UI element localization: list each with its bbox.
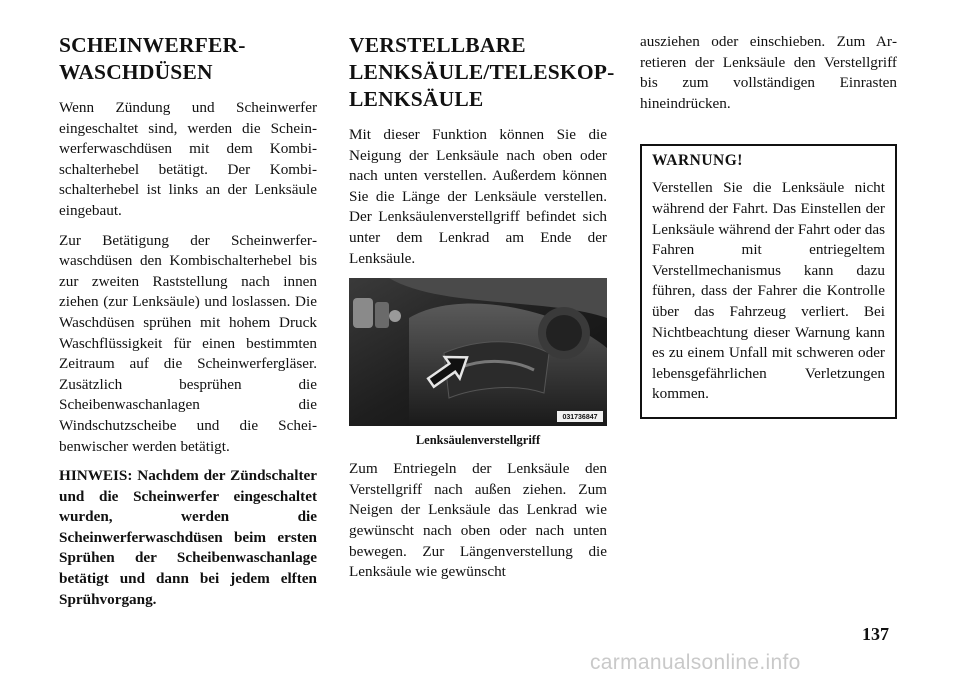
headlight-washer-heading: SCHEINWERFER- WASCHDÜSEN [59,33,246,84]
headlight-washer-note: HINWEIS: Nachdem der Zündschalter und die Scheinwerfer eingeschaltet wurden, werden die Scheinwerferwaschdüsen beim ersten Sprühen der Scheibenwaschanlage betätigt und dann bei jedem elften Sprühvorgang. [59,467,317,608]
steering-column-heading: VERSTELLBARE LENKSÄULE/TELESKOP- LENKSÄULE [349,33,615,111]
warning-title: WARNUNG! [652,152,743,170]
steering-column-paragraph-continued: ausziehen oder einschieben. Zum Arretieren der Lenksäule den Verstellgriff bis zum vollständigen Einrasten hineindrücken. [640,33,897,112]
figure-code: 031736847 [562,414,598,422]
steering-column-paragraph-2: Zum Entriegeln der Lenksäule den Verstellgriff nach außen ziehen. Zum Neigen der Lenksäule das Lenkrad wie gewünscht nach oben oder nach unten bewegen. Zur Längenverstellung die Lenksäule wie gewünscht [349,460,607,581]
steering-column-illustration [349,278,607,426]
middle-column [349,32,615,592]
headlight-washer-paragraph-1: Wenn Zündung und Scheinwerfer eingeschaltet sind, werden die Scheinwerferwaschdüsen mit dem Kombischalterhebel betätigt. Der Kombischalterhebel ist links an der Lenksäule eingebaut. [59,99,317,219]
steering-column-lever-photo [349,278,607,426]
steering-column-paragraph-1: Mit dieser Funktion können Sie die Neigung der Lenksäule nach oben oder nach unten verstellen. Außerdem können Sie die Länge der Lenksäule verstellen. Der Lenksäulenverstellgriff befindet sich unter dem Lenkrad am Ende der Lenksäule. [349,126,607,267]
page-number: 137 [862,624,889,644]
figure-caption: Lenksäulenverstellgriff [415,433,541,448]
left-column [59,32,317,619]
headlight-washer-paragraph-2: Zur Betätigung der Scheinwerferwaschdüsen den Kombischalterhebel bis zur zweiten Raststellung nach innen ziehen (zur Lenksäule) und loslassen. Die Waschdüsen sprühen mit hohem Druck Waschflüssigkeit für einen bestimmten Zeitraum auf die Scheinwerfergläser. Zusätzlich besprühen die Scheibenwaschanlagen die Windschutzscheibe und die Scheibenwischer werden betätigt. [59,231,317,455]
right-column [640,32,897,419]
warning-text: Verstellen Sie die Lenksäule nicht während der Fahrt. Das Einstellen der Lenksäule während der Fahrt oder das Fahren mit entriegeltem Verstellmechanismus kann dazu führen, dass der Fahrer die Kontrolle über das Fahrzeug verliert. Bei Nichtbeachtung dieser Warnung kann es zu einem Unfall mit schweren oder lebensgefährlichen Verletzungen kommen. [652,179,885,403]
watermark: carmanualsonline.info [590,651,801,674]
warning-box [640,144,897,419]
